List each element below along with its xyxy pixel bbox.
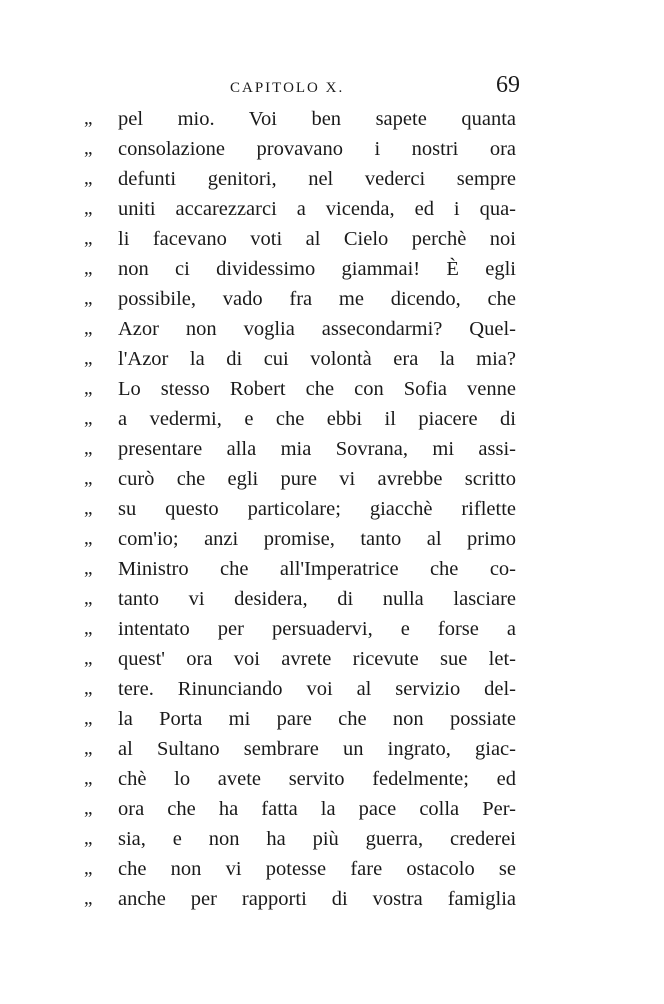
line-text: consolazione provavano i nostri ora [118, 138, 516, 160]
text-line [84, 824, 524, 854]
line-text: anche per rapporti di vostra famiglia [118, 888, 516, 910]
quotation-mark: „ [84, 858, 93, 879]
quotation-mark: „ [84, 588, 93, 609]
quotation-mark: „ [84, 648, 93, 669]
quotation-mark: „ [84, 168, 93, 189]
quotation-mark: „ [84, 258, 93, 279]
running-head [90, 72, 520, 106]
quotation-mark: „ [84, 138, 93, 159]
text-line [84, 434, 524, 464]
text-line [84, 194, 524, 224]
text-line [84, 464, 524, 494]
quotation-mark: „ [84, 468, 93, 489]
line-text: Lo stesso Robert che con Sofia venne [118, 378, 516, 400]
quotation-mark: „ [84, 198, 93, 219]
line-text: presentare alla mia Sovrana, mi assi- [118, 438, 516, 460]
quotation-mark: „ [84, 558, 93, 579]
quotation-mark: „ [84, 888, 93, 909]
quotation-mark: „ [84, 228, 93, 249]
line-text: pel mio. Voi ben sapete quanta [118, 108, 516, 130]
line-text: quest' ora voi avrete ricevute sue let- [118, 648, 516, 670]
text-line [84, 494, 524, 524]
quotation-mark: „ [84, 738, 93, 759]
text-line [84, 614, 524, 644]
quotation-mark: „ [84, 438, 93, 459]
line-text: tere. Rinunciando voi al servizio del- [118, 678, 516, 700]
line-text: che non vi potesse fare ostacolo se [118, 858, 516, 880]
quotation-mark: „ [84, 798, 93, 819]
quotation-mark: „ [84, 348, 93, 369]
line-text: li facevano voti al Cielo perchè noi [118, 228, 516, 250]
text-line [84, 374, 524, 404]
line-text: tanto vi desidera, di nulla lasciare [118, 588, 516, 610]
text-line [84, 554, 524, 584]
text-line [84, 314, 524, 344]
line-text: ora che ha fatta la pace colla Per- [118, 798, 516, 820]
text-line [84, 404, 524, 434]
quotation-mark: „ [84, 678, 93, 699]
line-text: non ci dividessimo giammai! È egli [118, 258, 516, 280]
quotation-mark: „ [84, 108, 93, 129]
line-text: su questo particolare; giacchè riflette [118, 498, 516, 520]
quotation-mark: „ [84, 618, 93, 639]
quotation-mark: „ [84, 528, 93, 549]
text-line [84, 884, 524, 914]
page-number: 69 [496, 72, 520, 98]
line-text: defunti genitori, nel vederci sempre [118, 168, 516, 190]
line-text: curò che egli pure vi avrebbe scritto [118, 468, 516, 490]
text-line [84, 644, 524, 674]
quotation-mark: „ [84, 708, 93, 729]
text-line [84, 104, 524, 134]
body-text [84, 104, 524, 914]
quotation-mark: „ [84, 828, 93, 849]
text-line [84, 764, 524, 794]
quotation-mark: „ [84, 288, 93, 309]
line-text: Azor non voglia assecondarmi? Quel- [118, 318, 516, 340]
line-text: Ministro che all'Imperatrice che co- [118, 558, 516, 580]
text-line [84, 794, 524, 824]
line-text: intentato per persuadervi, e forse a [118, 618, 516, 640]
text-line [84, 224, 524, 254]
text-line [84, 344, 524, 374]
text-line [84, 674, 524, 704]
line-text: a vedermi, e che ebbi il piacere di [118, 408, 516, 430]
chapter-title: CAPITOLO X. [230, 80, 345, 96]
quotation-mark: „ [84, 378, 93, 399]
text-line [84, 284, 524, 314]
text-line [84, 134, 524, 164]
text-line [84, 254, 524, 284]
line-text: al Sultano sembrare un ingrato, giac- [118, 738, 516, 760]
quotation-mark: „ [84, 768, 93, 789]
line-text: sia, e non ha più guerra, crederei [118, 828, 516, 850]
text-line [84, 704, 524, 734]
line-text: la Porta mi pare che non possiate [118, 708, 516, 730]
line-text: uniti accarezzarci a vicenda, ed i qua- [118, 198, 516, 220]
text-line [84, 734, 524, 764]
text-line [84, 854, 524, 884]
text-line [84, 524, 524, 554]
quotation-mark: „ [84, 408, 93, 429]
line-text: possibile, vado fra me dicendo, che [118, 288, 516, 310]
quotation-mark: „ [84, 318, 93, 339]
line-text: com'io; anzi promise, tanto al primo [118, 528, 516, 550]
line-text: chè lo avete servito fedelmente; ed [118, 768, 516, 790]
text-line [84, 164, 524, 194]
text-line [84, 584, 524, 614]
quotation-mark: „ [84, 498, 93, 519]
line-text: l'Azor la di cui volontà era la mia? [118, 348, 516, 370]
